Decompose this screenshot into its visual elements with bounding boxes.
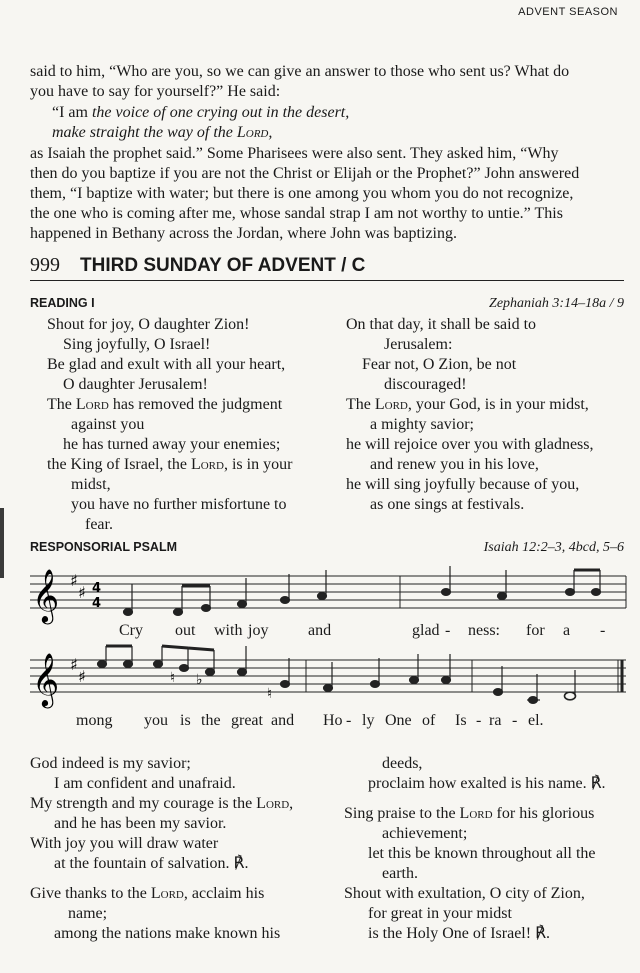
verse-line: Shout with exultation, O city of Zion, bbox=[344, 885, 585, 902]
verse-line: he has turned away your enemies; bbox=[63, 436, 281, 453]
gospel-line: happened in Bethany across the Jordan, where John was baptizing. bbox=[30, 225, 457, 242]
reading-citation: Zephaniah 3:14–18a / 9 bbox=[489, 296, 624, 311]
verse-line: Sing praise to the Lord for his glorious bbox=[344, 805, 595, 822]
verse-line: he will sing joyfully because of you, bbox=[346, 476, 580, 493]
note bbox=[592, 589, 601, 596]
note bbox=[124, 609, 133, 616]
verse-line: is the Holy One of Israel! ℟. bbox=[368, 925, 551, 942]
sharp-icon: ♯ bbox=[78, 667, 86, 686]
note bbox=[324, 685, 333, 692]
lyric: out bbox=[175, 622, 196, 639]
note bbox=[124, 661, 133, 668]
lyric: Cry bbox=[119, 622, 143, 639]
reading-right-column bbox=[346, 315, 594, 515]
gospel-quote-line-1 bbox=[52, 103, 349, 123]
lyric: glad bbox=[412, 622, 440, 639]
verse-line: among the nations make known his bbox=[54, 925, 281, 942]
music-staff-2 bbox=[30, 640, 630, 720]
natural-icon: ♮ bbox=[170, 670, 176, 686]
quote-prefix: “I am bbox=[52, 104, 92, 121]
verse-line: Shout for joy, O daughter Zion! bbox=[47, 316, 250, 333]
verse-line: With joy you will draw water bbox=[30, 835, 219, 852]
lyric: - bbox=[512, 712, 518, 729]
note bbox=[442, 589, 451, 596]
verse-line: he will rejoice over you with gladness, bbox=[346, 436, 594, 453]
verse-line: for great in your midst bbox=[368, 905, 512, 922]
gospel-quote-line-2: make straight the way of the Lord, bbox=[52, 124, 273, 141]
note bbox=[202, 605, 211, 612]
note bbox=[180, 665, 189, 672]
note bbox=[281, 597, 290, 604]
psalm-left-column bbox=[30, 754, 293, 954]
psalm-stanza bbox=[344, 754, 606, 794]
section-number: 999 bbox=[30, 254, 60, 276]
note bbox=[281, 681, 290, 688]
reading-left-column bbox=[47, 315, 292, 535]
verse-line: proclaim how exalted is his name. ℟. bbox=[368, 775, 606, 792]
note bbox=[174, 609, 183, 616]
verse-line: Sing joyfully, O Israel! bbox=[63, 336, 211, 353]
note bbox=[566, 589, 575, 596]
lyric: is bbox=[180, 712, 191, 729]
verse-line: achievement; bbox=[382, 825, 468, 842]
lyric: and bbox=[308, 622, 332, 639]
psalm-stanza bbox=[344, 804, 606, 944]
note bbox=[371, 681, 380, 688]
verse-line: On that day, it shall be said to bbox=[346, 316, 537, 333]
lyric: One bbox=[385, 712, 412, 729]
verse-line: Give thanks to the Lord, acclaim his bbox=[30, 885, 265, 902]
lyric: great bbox=[231, 712, 263, 729]
flat-icon: ♭ bbox=[196, 672, 203, 688]
section-title: THIRD SUNDAY OF ADVENT / C bbox=[80, 255, 366, 276]
verse-line: as one sings at festivals. bbox=[370, 496, 525, 513]
treble-clef-icon: 𝄞 bbox=[32, 652, 60, 706]
verse-line: O daughter Jerusalem! bbox=[63, 376, 208, 393]
verse-line: My strength and my courage is the Lord, bbox=[30, 795, 294, 812]
sharp-icon: ♯ bbox=[70, 571, 78, 590]
lyric: - bbox=[476, 712, 482, 729]
psalm-stanza bbox=[30, 884, 293, 944]
natural-icon: ♮ bbox=[267, 686, 273, 702]
lyric: the bbox=[201, 712, 221, 729]
lyric: Is bbox=[455, 712, 467, 729]
page-edge-tab bbox=[0, 508, 4, 578]
verse-line: discouraged! bbox=[384, 376, 467, 393]
verse-line: God indeed is my savior; bbox=[30, 755, 191, 772]
lyric: mong bbox=[76, 712, 113, 729]
note bbox=[238, 669, 247, 676]
lyric: you bbox=[144, 712, 168, 729]
time-sig-top: 4 bbox=[92, 581, 102, 596]
note bbox=[238, 601, 247, 608]
psalm-citation: Isaiah 12:2–3, 4bcd, 5–6 bbox=[483, 540, 624, 555]
verse-line: earth. bbox=[382, 865, 418, 882]
lyric: ra bbox=[489, 712, 502, 729]
lyric: ly bbox=[362, 712, 375, 729]
psalm-right-column bbox=[344, 754, 606, 954]
note bbox=[206, 669, 215, 676]
sharp-icon: ♯ bbox=[78, 583, 86, 602]
music-staff-1 bbox=[30, 556, 630, 626]
verse-line: midst, bbox=[71, 476, 111, 493]
lyric: joy bbox=[248, 622, 269, 639]
verse-line: deeds, bbox=[382, 755, 423, 772]
lyric: - bbox=[346, 712, 352, 729]
quote-italic: the voice of one crying out in the desert, bbox=[91, 104, 350, 121]
lyric: for bbox=[526, 622, 545, 639]
lyric: a bbox=[563, 622, 571, 639]
lyric: - bbox=[600, 622, 606, 639]
verse-line: I am confident and unafraid. bbox=[54, 775, 236, 792]
reading-label: READING I bbox=[30, 296, 95, 310]
gospel-line: as Isaiah the prophet said.” Some Pharisees were also sent. They asked him, “Why bbox=[30, 145, 559, 162]
verse-line: and renew you in his love, bbox=[370, 456, 539, 473]
gospel-line: the one who is coming after me, whose sandal strap I am not worthy to untie.” This bbox=[30, 205, 563, 222]
verse-line: Jerusalem: bbox=[384, 336, 453, 353]
verse-line: Fear not, O Zion, be not bbox=[362, 356, 517, 373]
verse-line: let this be known throughout all the bbox=[368, 845, 596, 862]
verse-line: Be glad and exult with all your heart, bbox=[47, 356, 286, 373]
verse-line: The Lord has removed the judgment bbox=[47, 396, 283, 413]
note bbox=[498, 593, 507, 600]
lyric: el. bbox=[528, 712, 544, 729]
psalm-label: RESPONSORIAL PSALM bbox=[30, 540, 178, 554]
verse-line: and he has been my savior. bbox=[54, 815, 227, 832]
half-note bbox=[565, 692, 576, 700]
verse-line: a mighty savior; bbox=[370, 416, 474, 433]
note bbox=[154, 661, 163, 668]
verse-line: you have no further misfortune to bbox=[71, 496, 287, 513]
note bbox=[494, 689, 503, 696]
verse-line: against you bbox=[71, 416, 145, 433]
gospel-line: you have to say for yourself?” He said: bbox=[30, 83, 281, 100]
verse-line: name; bbox=[68, 905, 108, 922]
verse-line: fear. bbox=[85, 516, 113, 533]
lyric: of bbox=[422, 712, 436, 729]
lyric: and bbox=[271, 712, 295, 729]
note bbox=[442, 677, 451, 684]
lyric: ness: bbox=[468, 622, 500, 639]
section-title-bar bbox=[30, 254, 624, 281]
verse-line: the King of Israel, the Lord, is in your bbox=[47, 456, 293, 473]
note bbox=[410, 677, 419, 684]
note bbox=[98, 661, 107, 668]
gospel-line: them, “I baptize with water; but there is one among you whom you do not recognize, bbox=[30, 185, 574, 202]
gospel-line: then do you baptize if you are not the Christ or Elijah or the Prophet?” John answered bbox=[30, 165, 580, 182]
lyric: - bbox=[445, 622, 451, 639]
note bbox=[318, 593, 327, 600]
lyric: Ho bbox=[323, 712, 343, 729]
verse-line: The Lord, your God, is in your midst, bbox=[346, 396, 589, 413]
sharp-icon: ♯ bbox=[70, 655, 78, 674]
psalm-stanza bbox=[30, 754, 293, 874]
gospel-line: said to him, “Who are you, so we can give an answer to those who sent us? What do bbox=[30, 63, 570, 80]
lyric: with bbox=[214, 622, 243, 639]
time-sig-bottom: 4 bbox=[92, 596, 102, 611]
treble-clef-icon: 𝄞 bbox=[32, 568, 60, 622]
verse-line: at the fountain of salvation. ℟. bbox=[54, 855, 249, 872]
running-header: ADVENT SEASON bbox=[518, 6, 618, 18]
